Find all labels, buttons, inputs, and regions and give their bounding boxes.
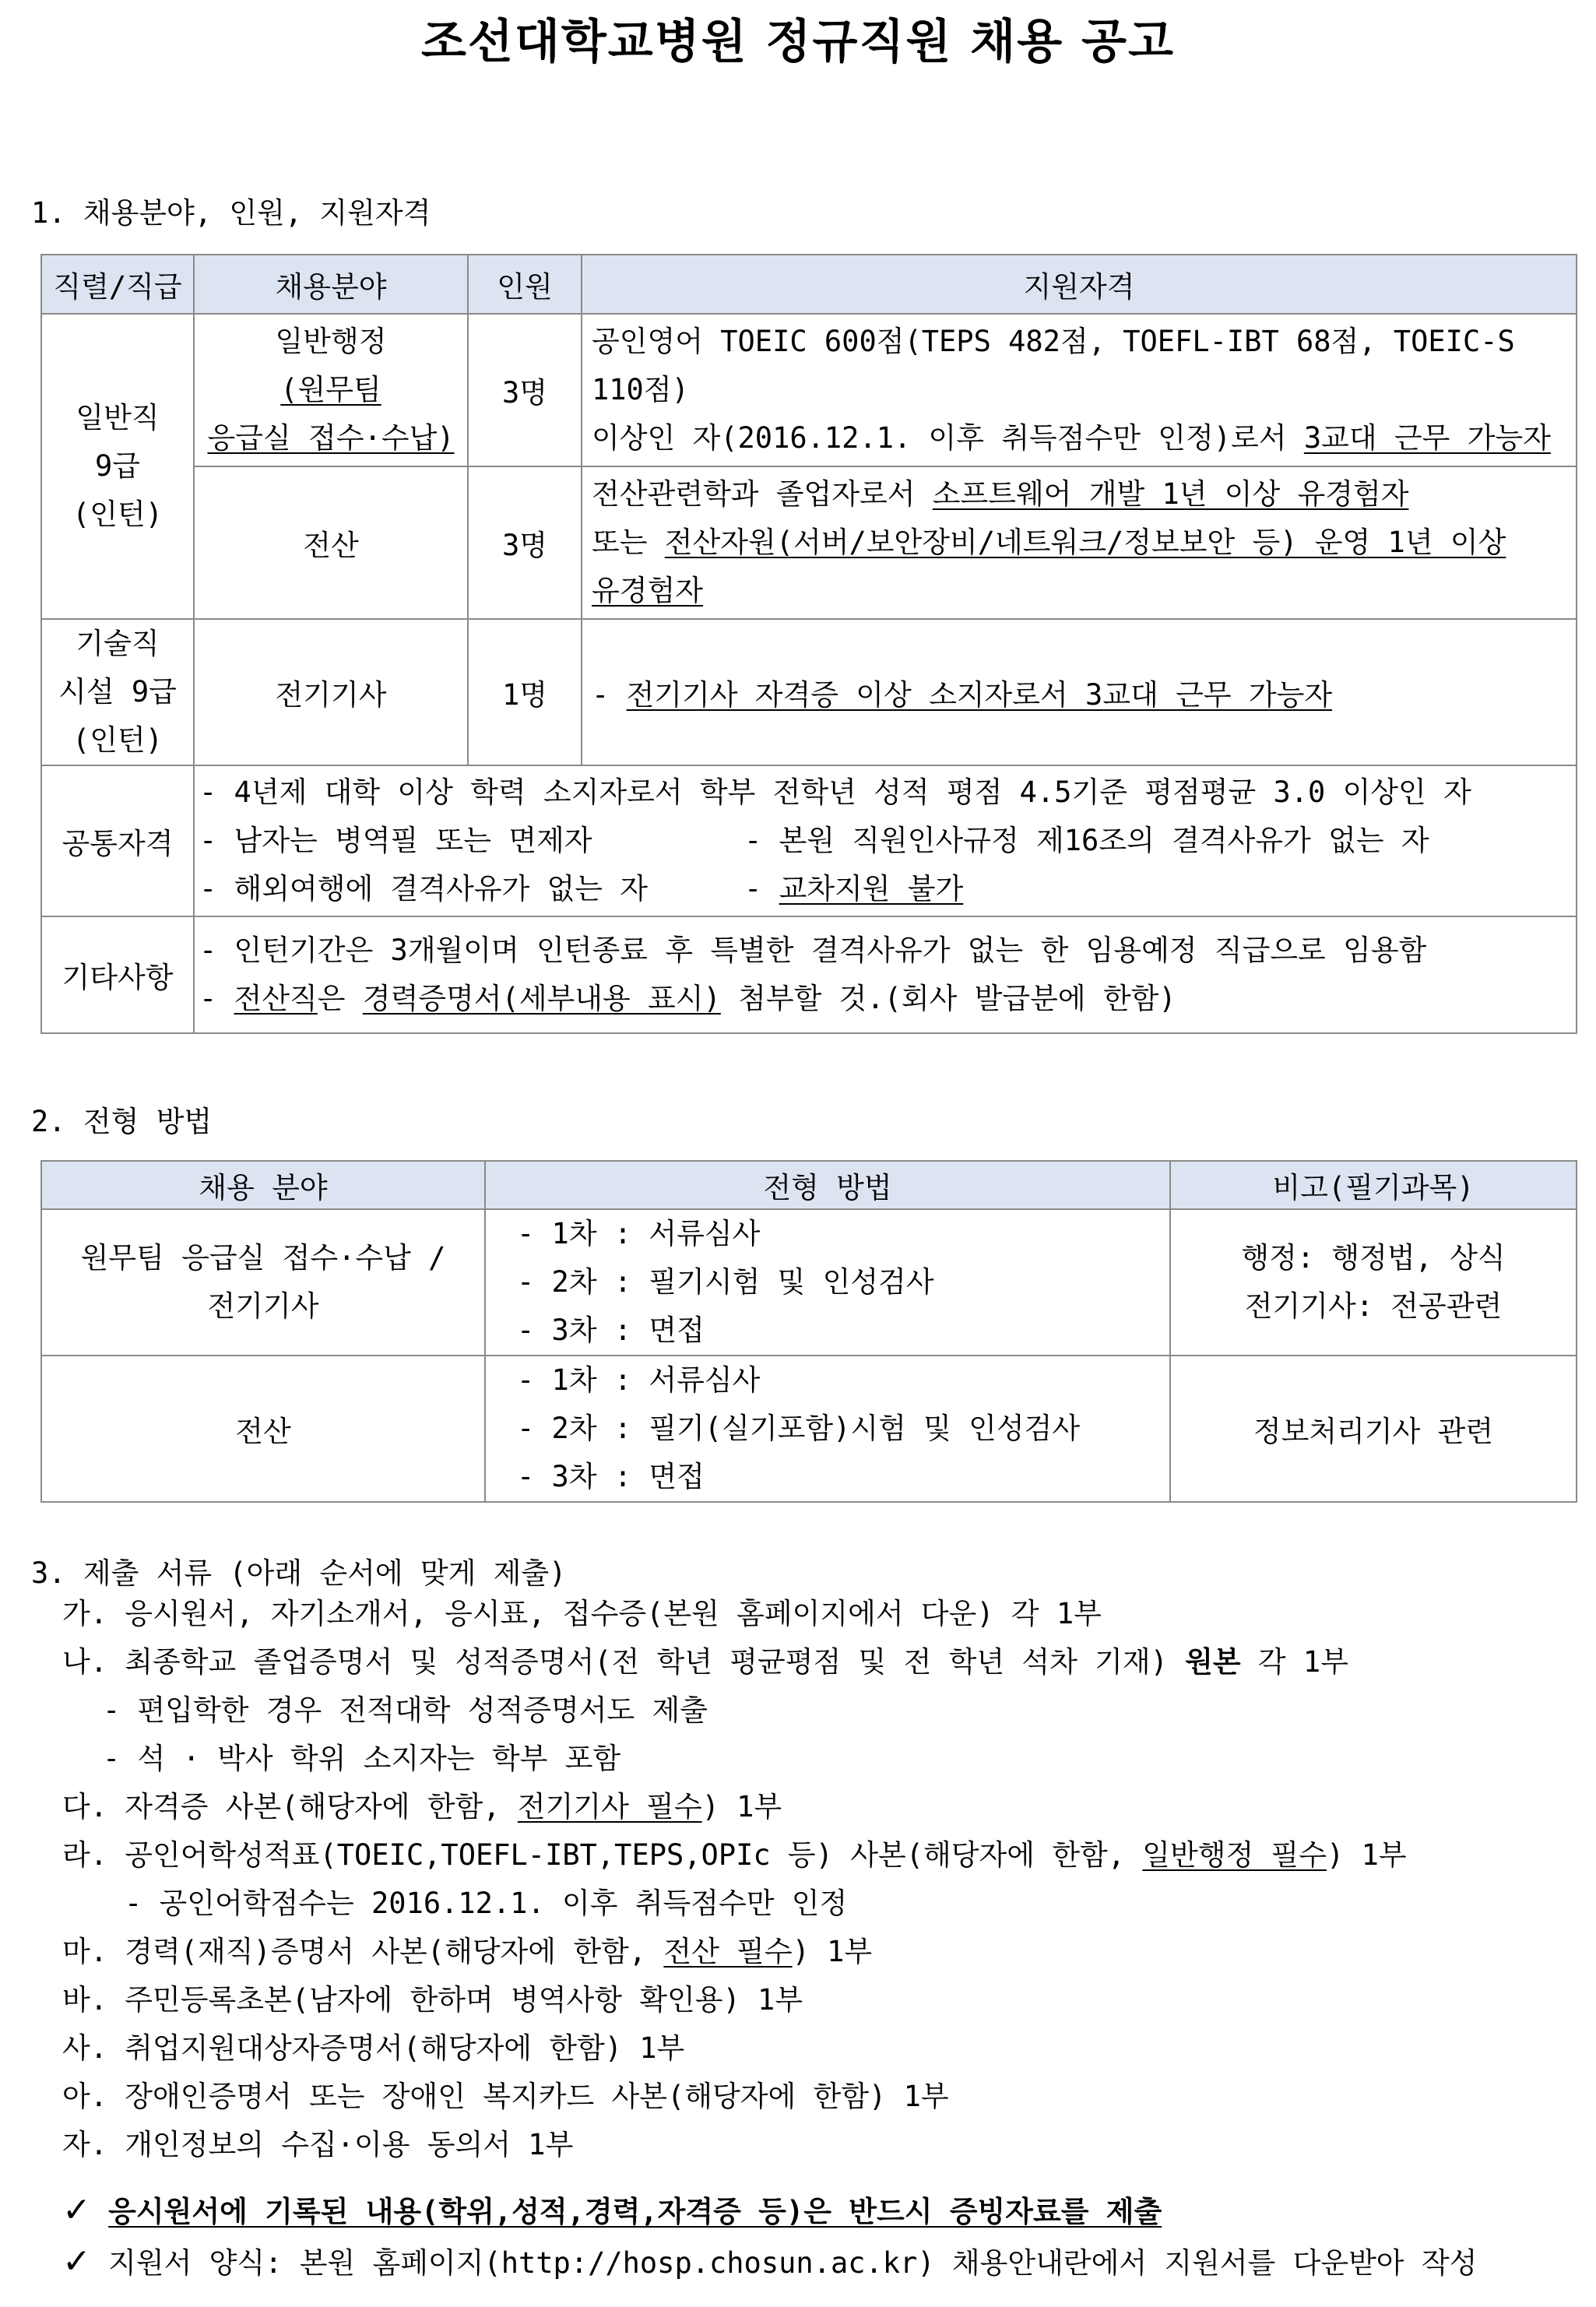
table-row	[41, 314, 1577, 466]
list-item: 사. 취업지원대상자증명서(해당자에 한함) 1부	[62, 2031, 685, 2065]
header-method: 전형 방법	[485, 1161, 1170, 1209]
other-label: 기타사항	[41, 916, 194, 1033]
section1-heading: 1. 채용분야, 인원, 지원자격	[31, 196, 431, 230]
note-it: 정보처리기사 관련	[1170, 1356, 1577, 1502]
method-admin-electric: - 1차 : 서류심사 - 2차 : 필기시험 및 인성검사 - 3차 : 면접	[485, 1209, 1170, 1356]
selection-table	[40, 1160, 1577, 1503]
field-electric: 전기기사	[194, 619, 468, 765]
page-title: 조선대학교병원 정규직원 채용 공고	[420, 15, 1176, 69]
header-count: 인원	[468, 255, 582, 314]
field-admin: 일반행정 (원무팀 응급실 접수·수납)	[194, 314, 468, 466]
note-admin-electric: 행정: 행정법, 상식 전기기사: 전공관련	[1170, 1209, 1577, 1356]
list-subitem: - 편입학한 경우 전적대학 성적증명서도 제출	[103, 1693, 708, 1727]
list-item: 가. 응시원서, 자기소개서, 응시표, 접수증(본원 홈페이지에서 다운) 각 1부	[62, 1597, 1102, 1630]
table-row	[41, 765, 1577, 916]
table-row	[41, 916, 1577, 1033]
qual-admin: 공인영어 TOEIC 600점(TEPS 482점, TOEFL-IBT 68점, TOEIC-S 110점) 이상인 자(2016.12.1. 이후 취득점수만 인정)로서 3교대 근무 가능자	[582, 314, 1577, 466]
list-item: 바. 주민등록초본(남자에 한하며 병역사항 확인용) 1부	[62, 1983, 803, 2017]
qualification-table	[40, 254, 1577, 1034]
count-it: 3명	[468, 466, 582, 619]
list-item: 자. 개인정보의 수집·이용 동의서 1부	[62, 2128, 574, 2161]
list-subitem: - 석 · 박사 학위 소지자는 학부 포함	[103, 1742, 621, 1775]
common-label: 공통자격	[41, 765, 194, 916]
rank-technical: 기술직 시설 9급 (인턴)	[41, 619, 194, 765]
notice-evidence: ✓ 응시원서에 기록된 내용(학위,성적,경력,자격증 등)은 반드시 증빙자료를 제출	[62, 2190, 1162, 2230]
list-item: 라. 공인어학성적표(TOEIC,TOEFL-IBT,TEPS,OPIc 등) 사본(해당자에 한함, 일반행정 필수) 1부	[62, 1838, 1407, 1872]
header-qualification: 지원자격	[582, 255, 1577, 314]
header-field: 채용 분야	[41, 1161, 485, 1209]
documents-list	[62, 1590, 1407, 2169]
count-admin: 3명	[468, 314, 582, 466]
table-row	[41, 466, 1577, 619]
rank-general: 일반직 9급 (인턴)	[41, 314, 194, 619]
other-notes: - 인턴기간은 3개월이며 인턴종료 후 특별한 결격사유가 없는 한 임용예정 직급으로 임용함 - 전산직은 경력증명서(세부내용 표시) 첨부할 것.(회사 발급분에 한함)	[194, 916, 1577, 1033]
list-subitem: - 공인어학점수는 2016.12.1. 이후 취득점수만 인정	[125, 1887, 848, 1920]
field-admin-electric: 원무팀 응급실 접수·수납 / 전기기사	[41, 1209, 485, 1356]
section2-heading: 2. 전형 방법	[31, 1105, 213, 1138]
table-header-row	[41, 1161, 1577, 1209]
header-rank: 직렬/직급	[41, 255, 194, 314]
check-icon: ✓	[62, 2242, 91, 2281]
list-item: 마. 경력(재직)증명서 사본(해당자에 한함, 전산 필수) 1부	[62, 1935, 873, 1968]
header-field: 채용분야	[194, 255, 468, 314]
qual-electric: - 전기기사 자격증 이상 소지자로서 3교대 근무 가능자	[582, 619, 1577, 765]
field-it: 전산	[194, 466, 468, 619]
header-note: 비고(필기과목)	[1170, 1161, 1577, 1209]
table-row	[41, 619, 1577, 765]
section3-heading: 3. 제출 서류 (아래 순서에 맞게 제출)	[31, 1556, 567, 1590]
method-it: - 1차 : 서류심사 - 2차 : 필기(실기포함)시험 및 인성검사 - 3차 : 면접	[485, 1356, 1170, 1502]
table-row	[41, 1209, 1577, 1356]
list-item: 아. 장애인증명서 또는 장애인 복지카드 사본(해당자에 한함) 1부	[62, 2080, 949, 2113]
notice-form: ✓ 지원서 양식: 본원 홈페이지(http://hosp.chosun.ac.kr) 채용안내란에서 지원서를 다운받아 작성	[62, 2242, 1478, 2281]
table-row	[41, 1356, 1577, 1502]
qual-it: 전산관련학과 졸업자로서 소프트웨어 개발 1년 이상 유경험자 또는 전산자원(서버/보안장비/네트워크/정보보안 등) 운영 1년 이상 유경험자	[582, 466, 1577, 619]
list-item: 다. 자격증 사본(해당자에 한함, 전기기사 필수) 1부	[62, 1790, 782, 1823]
check-icon: ✓	[62, 2190, 91, 2230]
count-electric: 1명	[468, 619, 582, 765]
common-qual: - 4년제 대학 이상 학력 소지자로서 학부 전학년 성적 평점 4.5기준 평점평균 3.0 이상인 자 - 남자는 병역필 또는 면제자 - 본원 직원인사규정 제16조의 결격사유가 없는 자 - 해외여행에 결격사유가 없는 자 - 교차지원 불가	[194, 765, 1577, 916]
list-item: 나. 최종학교 졸업증명서 및 성적증명서(전 학년 평균평점 및 전 학년 석차 기재) 원본 각 1부	[62, 1645, 1348, 1679]
table-header-row	[41, 255, 1577, 314]
field-it: 전산	[41, 1356, 485, 1502]
